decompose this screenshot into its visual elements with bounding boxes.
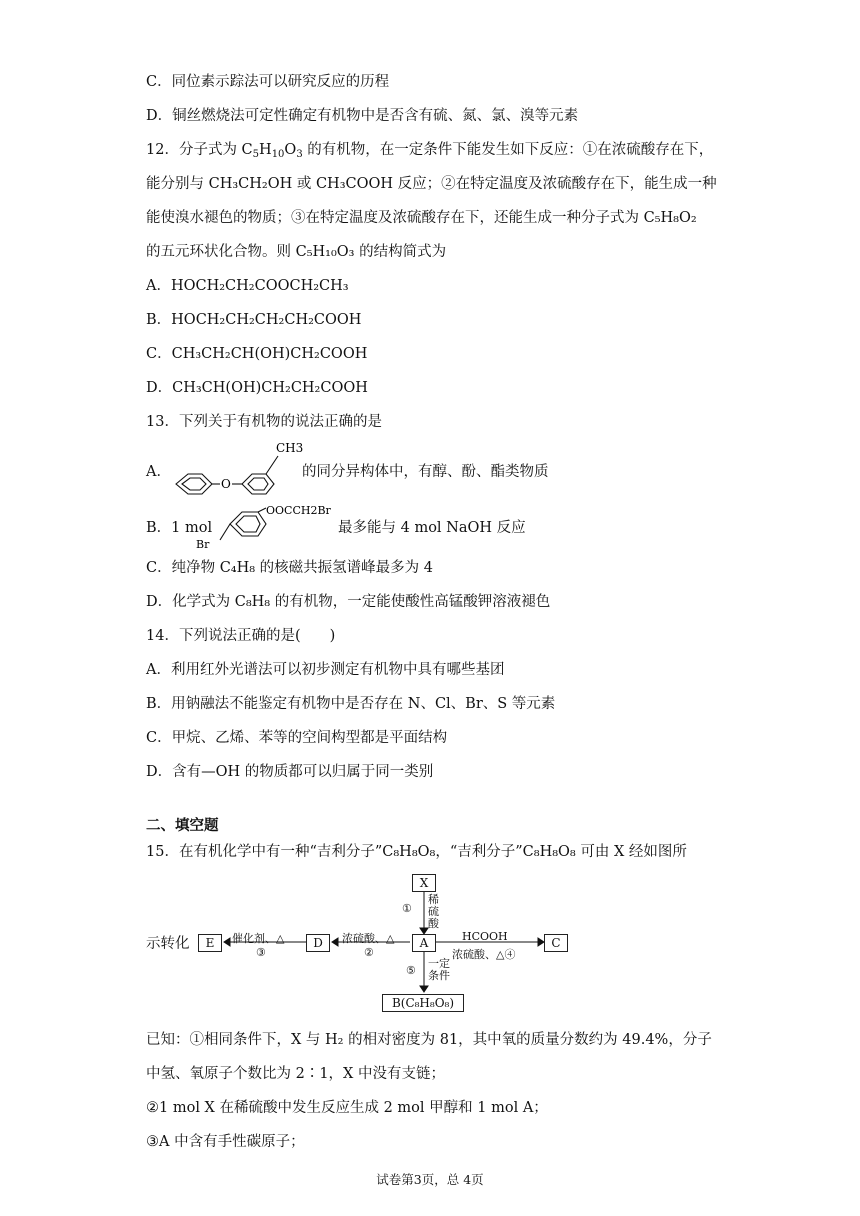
q15-known-2: 中氢、氧原子个数比为 2∶1，X 中没有支链； bbox=[146, 1066, 445, 1082]
q15-known-1: 已知：①相同条件下，X 与 H₂ 的相对密度为 81，其中氧的质量分数约为 49.4%，分子 bbox=[146, 1032, 712, 1048]
node-b: B(C₈H₈O₈) bbox=[382, 994, 464, 1012]
q15-stem-line2: 示转化 bbox=[146, 936, 190, 952]
step2-number: ② bbox=[364, 946, 374, 959]
q13-option-b-text: 最多能与 4 mol NaOH 反应 bbox=[338, 520, 526, 536]
q12-option-a: A．HOCH₂CH₂COOCH₂CH₃ bbox=[146, 278, 349, 294]
node-a: A bbox=[412, 934, 436, 952]
diphenyl-ether-structure bbox=[168, 436, 304, 502]
q13-option-b-prefix: B．1 mol bbox=[146, 520, 213, 536]
step4-condition: 浓硫酸、△④ bbox=[452, 948, 516, 961]
q14-stem: 14．下列说法正确的是( ) bbox=[146, 628, 336, 644]
step1-condition: 稀硫酸 bbox=[428, 893, 439, 930]
q14-option-c: C．甲烷、乙烯、苯等的空间构型都是平面结构 bbox=[146, 730, 448, 746]
q14-option-d: D．含有—OH 的物质都可以归属于同一类别 bbox=[146, 764, 434, 780]
ether-oxygen-label: O bbox=[221, 477, 231, 491]
step3-condition: 催化剂、△ bbox=[232, 932, 285, 945]
step5-condition: 一定条件 bbox=[428, 957, 450, 982]
q12-stem-line2: 能分别与 CH₃CH₂OH 或 CH₃COOH 反应；②在特定温度及浓硫酸存在下，能生成一种 bbox=[146, 176, 717, 192]
q11-option-d: D．铜丝燃烧法可定性确定有机物中是否含有硫、氮、氯、溴等元素 bbox=[146, 108, 579, 124]
q14-option-b: B．用钠融法不能鉴定有机物中是否存在 N、Cl、Br、S 等元素 bbox=[146, 696, 556, 712]
bromophenyl-ester-structure bbox=[196, 502, 346, 552]
step4-reagent: HCOOH bbox=[462, 930, 508, 943]
step5-number: ⑤ bbox=[406, 964, 416, 977]
node-d: D bbox=[306, 934, 330, 952]
q12-option-c: C．CH₃CH₂CH(OH)CH₂COOH bbox=[146, 346, 368, 362]
q13-option-a-text: 的同分异构体中，有醇、酚、酯类物质 bbox=[302, 464, 549, 480]
step1-number: ① bbox=[402, 902, 412, 915]
q13-option-c: C．纯净物 C₄H₈ 的核磁共振氢谱峰最多为 4 bbox=[146, 560, 434, 576]
q13-stem: 13．下列关于有机物的说法正确的是 bbox=[146, 414, 382, 430]
page-footer: 试卷第3页，总 4页 bbox=[376, 1172, 484, 1187]
q15-stem-line1: 15．在有机化学中有一种“吉利分子”C₈H₈O₈，“吉利分子”C₈H₈O₈ 可由 X 经如图所 bbox=[146, 844, 687, 860]
q15-known-3: ②1 mol X 在稀硫酸中发生反应生成 2 mol 甲醇和 1 mol A； bbox=[146, 1100, 548, 1116]
section-title: 二、填空题 bbox=[146, 817, 219, 834]
methyl-label: CH3 bbox=[276, 441, 304, 455]
q11-option-c: C．同位素示踪法可以研究反应的历程 bbox=[146, 74, 390, 90]
q12-stem-line4: 的五元环状化合物。则 C₅H₁₀O₃ 的结构简式为 bbox=[146, 244, 447, 260]
node-x: X bbox=[412, 874, 436, 892]
step3-number: ③ bbox=[256, 946, 266, 959]
node-e: E bbox=[198, 934, 222, 952]
q13-option-a-prefix: A． bbox=[146, 464, 171, 480]
q12-option-b: B．HOCH₂CH₂CH₂CH₂COOH bbox=[146, 312, 362, 328]
step2-condition: 浓硫酸、△ bbox=[342, 932, 395, 945]
q12-stem-line1: 12．分子式为 $C_5H_{10}O_3$ 的有机物，在一定条件下能发生如下反应：①在浓硫酸存在下， bbox=[146, 142, 714, 160]
q13-option-d: D．化学式为 C₈H₈ 的有机物，一定能使酸性高锰酸钾溶液褪色 bbox=[146, 594, 551, 610]
ester-group-label: OOCCH2Br bbox=[266, 504, 331, 517]
q12-stem-line3: 能使溴水褪色的物质；③在特定温度及浓硫酸存在下，还能生成一种分子式为 C₅H₈O₂ bbox=[146, 210, 697, 226]
q12-option-d: D．CH₃CH(OH)CH₂CH₂COOH bbox=[146, 380, 368, 396]
q14-option-a: A．利用红外光谱法可以初步测定有机物中具有哪些基团 bbox=[146, 662, 505, 678]
node-c: C bbox=[544, 934, 568, 952]
bromine-label: Br bbox=[196, 538, 210, 551]
q15-known-4: ③A 中含有手性碳原子； bbox=[146, 1134, 305, 1150]
